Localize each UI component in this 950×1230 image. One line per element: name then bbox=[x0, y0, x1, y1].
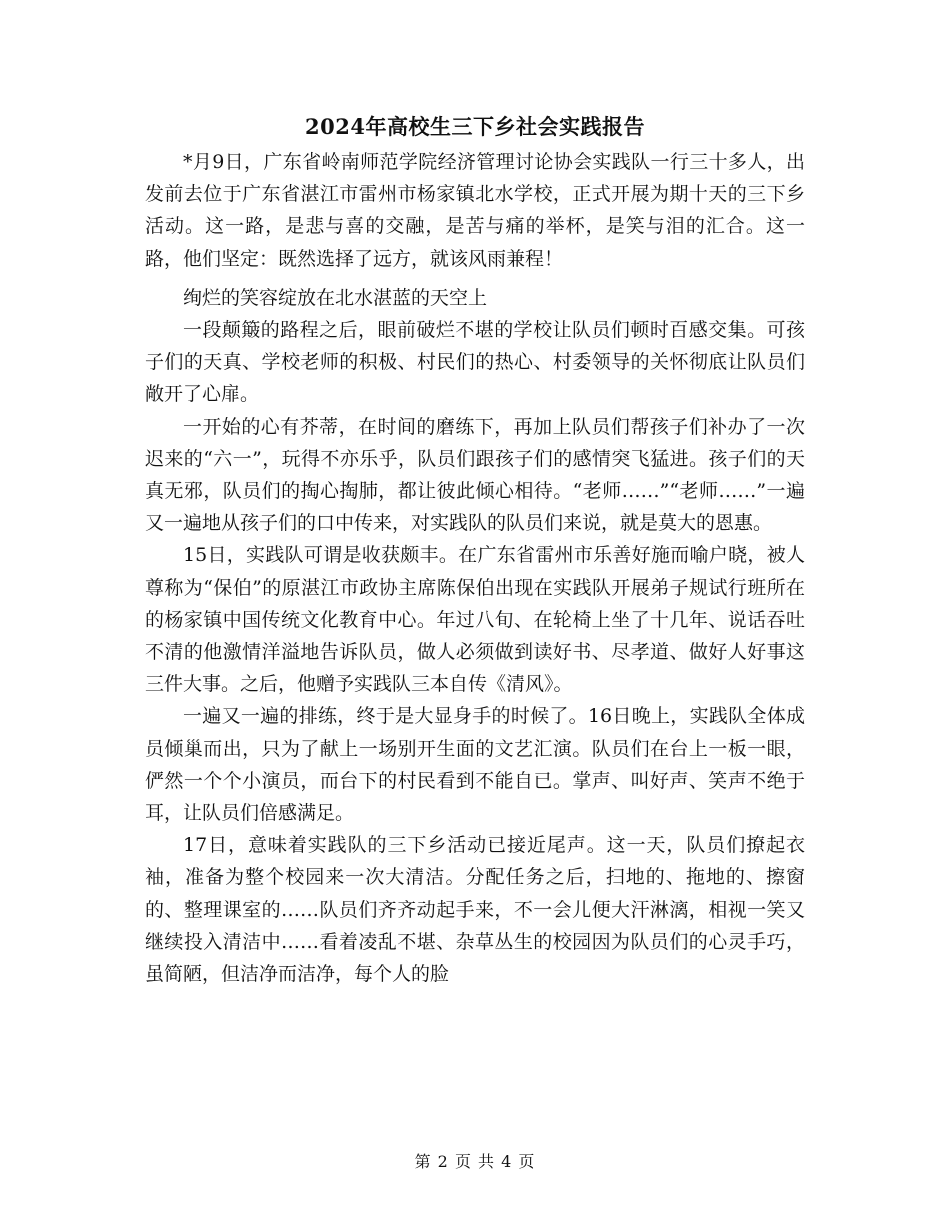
paragraph-6: 一遍又一遍的排练，终于是大显身手的时候了。16日晚上，实践队全体成员倾巢而出，只为了献上一场别开生面的文艺汇演。队员们在台上一板一眼，俨然一个个小演员，而台下的村民看到不能自已。掌声、叫好声、笑声不绝于耳，让队员们倍感满足。 bbox=[145, 705, 805, 825]
paragraph-subheading: 绚烂的笑容绽放在北水湛蓝的天空上 bbox=[183, 286, 488, 309]
paragraph-5: 15日，实践队可谓是收获颇丰。在广东省雷州市乐善好施而喻户晓，被人尊称为“保伯”的原湛江市政协主席陈保伯出现在实践队开展弟子规试行班所在的杨家镇中国传统文化教育中心。年过八旬、在轮椅上坐了十几年、说话吞吐不清的他激情洋溢地告诉队员，做人必须做到读好书、尽孝道、做好人好事这三件大事。之后，他赠予实践队三本自传《清风》。 bbox=[145, 544, 805, 696]
page-number-footer: 第 2 页 共 4 页 bbox=[414, 1152, 536, 1171]
paragraph-4: 一开始的心有芥蒂，在时间的磨练下，再加上队员们帮孩子们补办了一次迟来的“六一”，玩得不亦乐乎，队员们跟孩子们的感情突飞猛进。孩子们的天真无邪，队员们的掏心掏肺，都让彼此倾心相待。“老师……”“老师……”一遍又一遍地从孩子们的口中传来，对实践队的队员们来说，就是莫大的恩惠。 bbox=[145, 415, 805, 535]
paragraph-3: 一段颠簸的路程之后，眼前破烂不堪的学校让队员们顿时百感交集。可孩子们的天真、学校老师的积极、村民们的热心、村委领导的关怀彻底让队员们敞开了心扉。 bbox=[145, 319, 805, 406]
paragraph-1: *月9日，广东省岭南师范学院经济管理讨论协会实践队一行三十多人，出发前去位于广东省湛江市雷州市杨家镇北水学校，正式开展为期十天的三下乡活动。这一路，是悲与喜的交融，是苦与痛的举杯，是笑与泪的汇合。这一路，他们坚定：既然选择了远方，就该风雨兼程！ bbox=[145, 151, 805, 270]
document-title: 2024年高校生三下乡社会实践报告 bbox=[305, 114, 645, 139]
document-body bbox=[145, 146, 805, 990]
paragraph-7: 17日，意味着实践队的三下乡活动已接近尾声。这一天，队员们撩起衣袖，准备为整个校园来一次大清洁。分配任务之后，扫地的、拖地的、擦窗的、整理课室的……队员们齐齐动起手来，不一会儿便大汗淋漓，相视一笑又继续投入清洁中……看着凌乱不堪、杂草丛生的校园因为队员们的心灵手巧，虽简陋，但洁净而洁净，每个人的脸 bbox=[145, 834, 805, 986]
